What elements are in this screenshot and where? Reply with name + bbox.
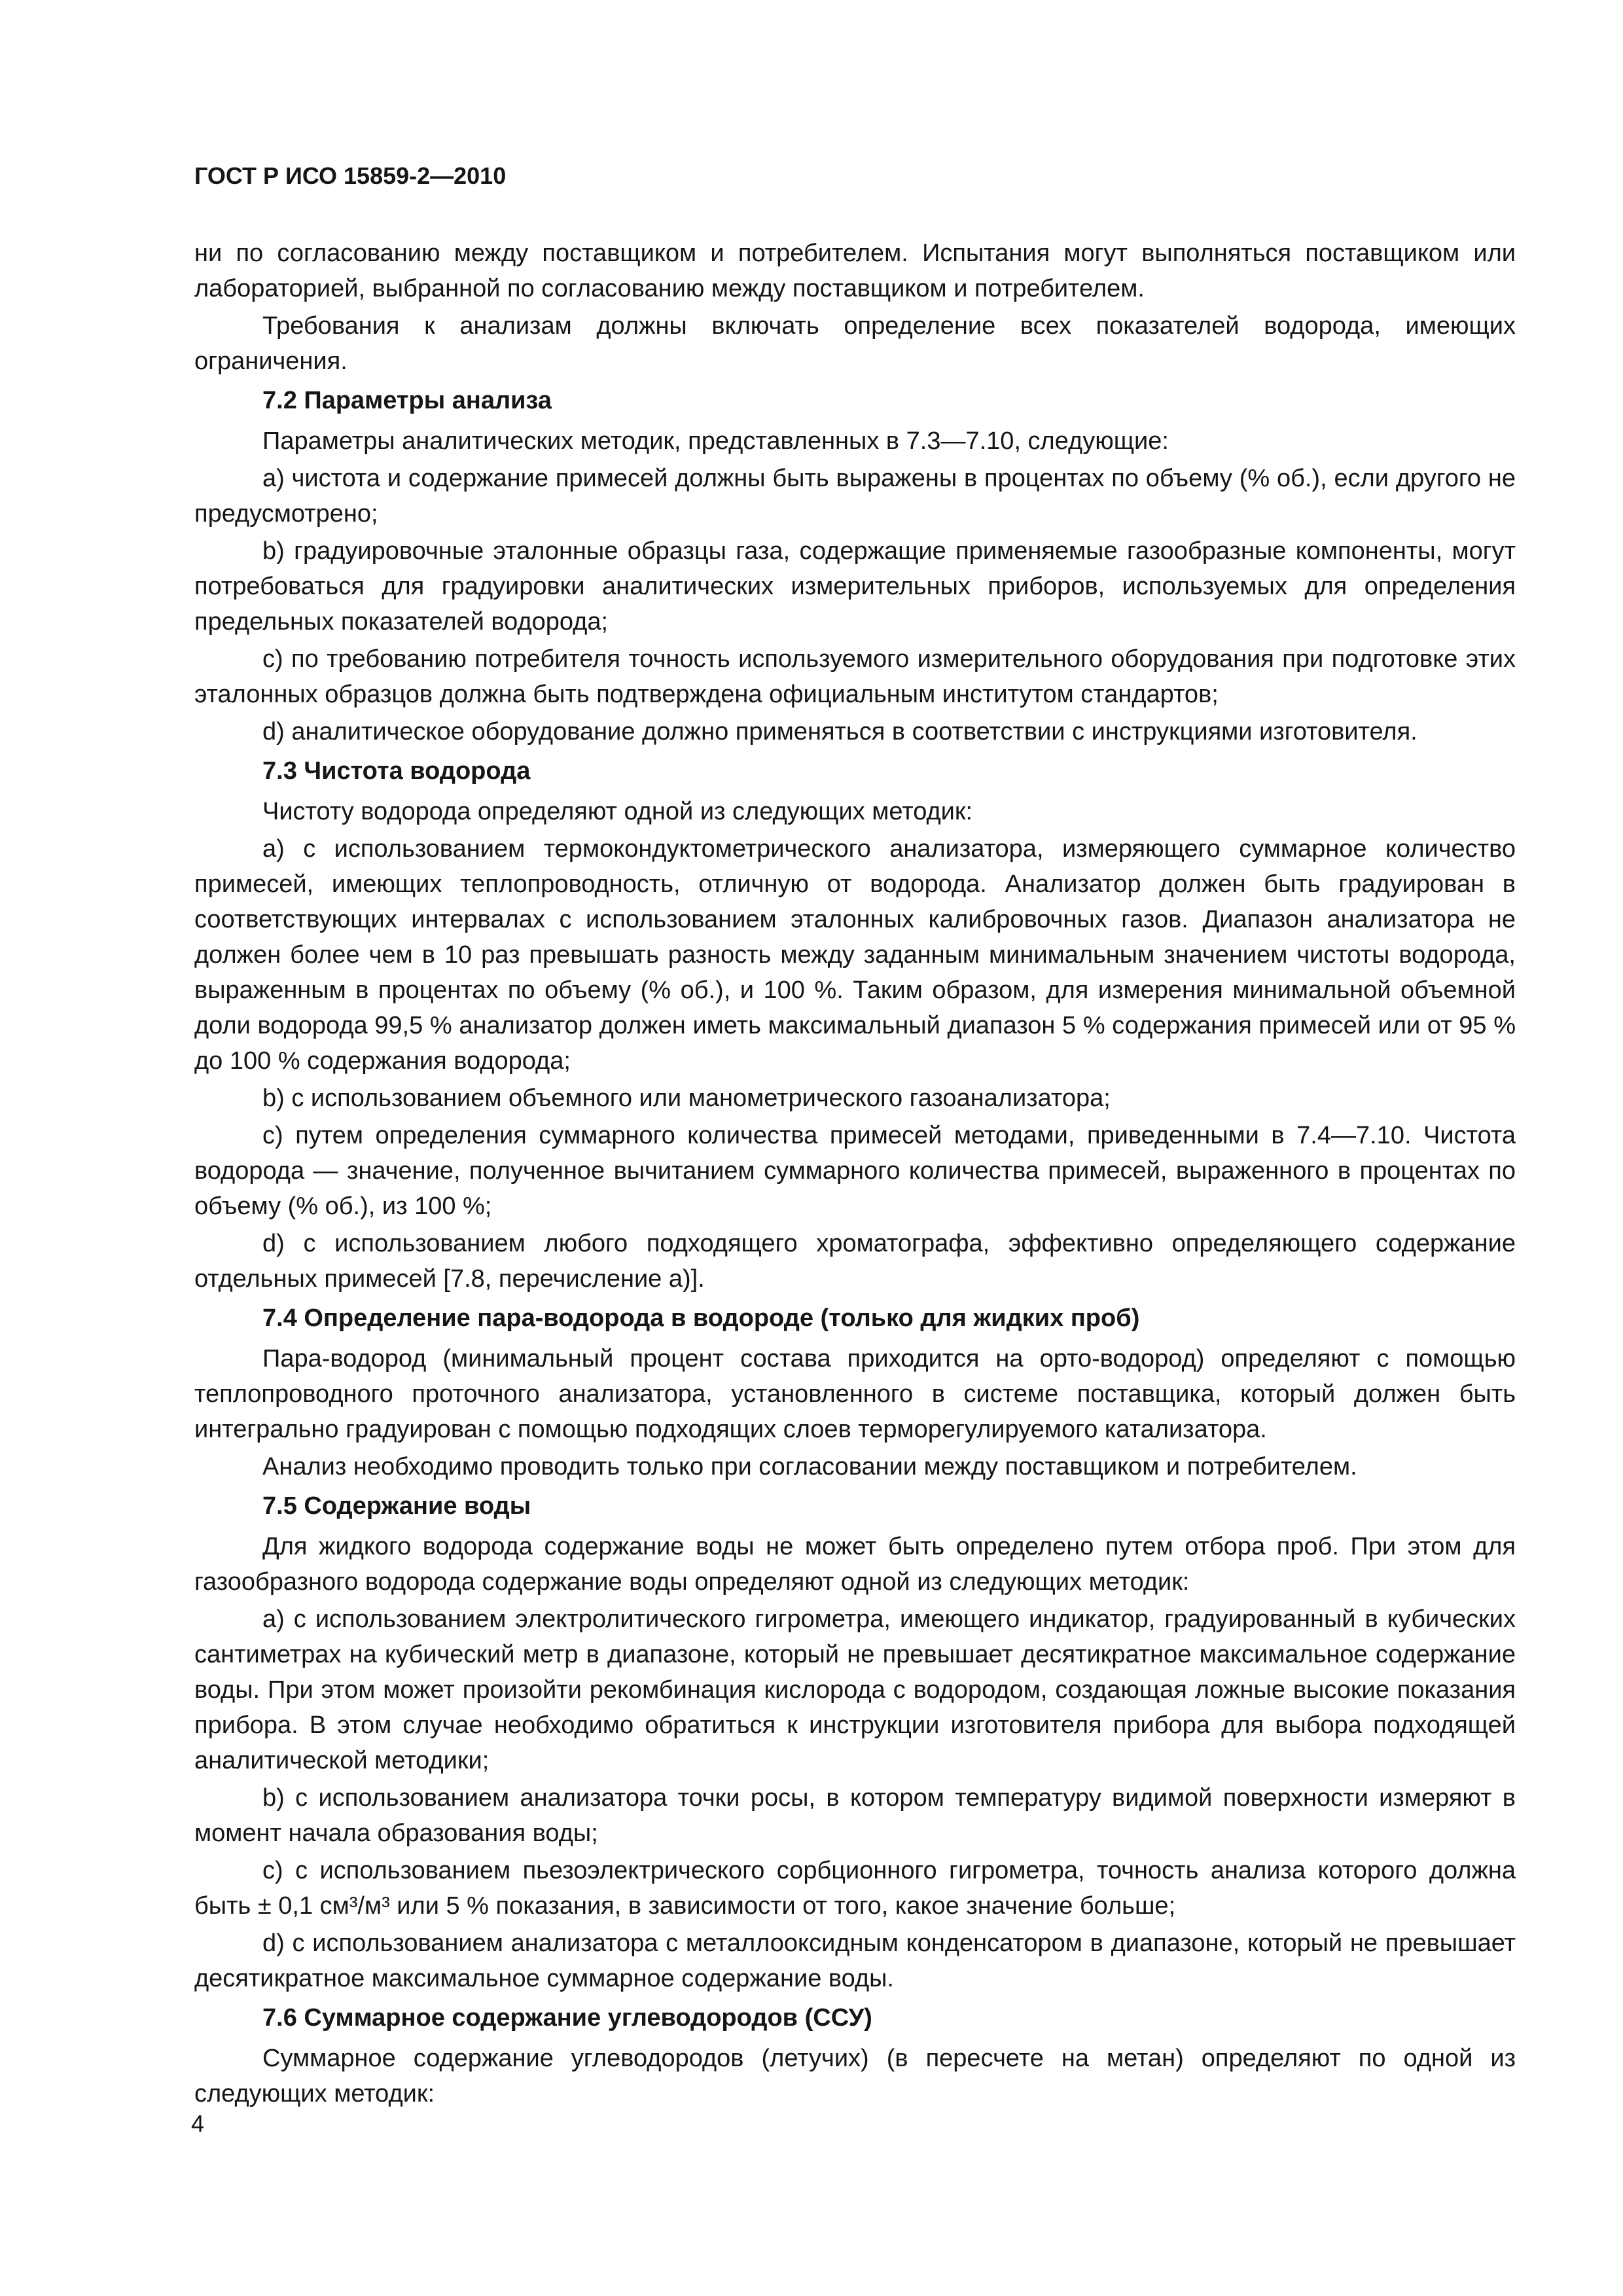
list-item: c) с использованием пьезоэлектрического сорбционного гигрометра, точность анализа которого должна быть ± 0,1 см³/м³ или 5 % показания, в зависимости от того, какое значение больше; bbox=[194, 1857, 1516, 1920]
document-body bbox=[194, 236, 1516, 2113]
list-item: d) аналитическое оборудование должно применяться в соответствии с инструкциями изготовителя. bbox=[262, 718, 1418, 745]
list-item: b) градуировочные эталонные образцы газа, содержащие применяемые газообразные компоненты, могут потребоваться для градуировки аналитических измерительных приборов, используемых для определения предельных показателей водорода; bbox=[194, 537, 1516, 636]
section-heading: 7.4 Определение пара-водорода в водороде (только для жидких проб) bbox=[262, 1304, 1140, 1332]
paragraph: ни по согласованию между поставщиком и потребителем. Испытания могут выполняться поставщиком или лабораторией, выбранной по согласованию между поставщиком и потребителем. bbox=[194, 240, 1516, 302]
paragraph: Чистоту водорода определяют одной из следующих методик: bbox=[262, 798, 973, 825]
paragraph: Требования к анализам должны включать определение всех показателей водорода, имеющих ограничения. bbox=[194, 312, 1516, 375]
list-item: c) по требованию потребителя точность используемого измерительного оборудования при подготовке этих эталонных образцов должна быть подтверждена официальным институтом стандартов; bbox=[194, 645, 1516, 708]
page-number: 4 bbox=[191, 2110, 205, 2137]
list-item: a) чистота и содержание примесей должны быть выражены в процентах по объему (% об.), если другого не предусмотрено; bbox=[194, 465, 1516, 528]
list-item: a) с использованием термокондуктометрического анализатора, измеряющего суммарное количество примесей, имеющих теплопроводность, отличную от водорода. Анализатор должен быть градуирован в соответствующих интервалах с использованием эталонных калибровочных газов. Диапазон анализатора не должен более чем в 10 раз превышать разность между заданным минимальным значением чистоты водорода, выраженным в процентах по объему (% об.), и 100 %. Таким образом, для измерения минимальной объемной доли водорода 99,5 % анализатор должен иметь максимальный диапазон 5 % содержания примесей или от 95 % до 100 % содержания водорода; bbox=[194, 835, 1516, 1075]
list-item: d) с использованием любого подходящего хроматографа, эффективно определяющего содержание отдельных примесей [7.8, перечисление а)]. bbox=[194, 1230, 1516, 1293]
list-item: d) с использованием анализатора с металлооксидным конденсатором в диапазоне, который не превышает десятикратное максимальное суммарное содержание воды. bbox=[194, 1929, 1516, 1992]
list-item: b) с использованием объемного или манометрического газоанализатора; bbox=[262, 1085, 1111, 1112]
section-heading: 7.5 Содержание воды bbox=[262, 1492, 531, 1520]
paragraph: Для жидкого водорода содержание воды не может быть определено путем отбора проб. При этом для газообразного водорода содержание воды определяют одной из следующих методик: bbox=[194, 1533, 1516, 1596]
list-item: c) путем определения суммарного количества примесей методами, приведенными в 7.4—7.10. Чистота водорода — значение, полученное вычитанием суммарного количества примесей, выраженного в процентах по объему (% об.), из 100 %; bbox=[194, 1122, 1516, 1220]
section-heading: 7.6 Суммарное содержание углеводородов (ССУ) bbox=[262, 2004, 872, 2032]
section-heading: 7.3 Чистота водорода bbox=[262, 757, 531, 785]
paragraph: Пара-водород (минимальный процент состава приходится на орто-водород) определяют с помощью теплопроводного проточного анализатора, установленного в системе поставщика, который должен быть интегрально градуирован с помощью подходящих слоев терморегулируемого катализатора. bbox=[194, 1345, 1516, 1443]
list-item: a) с использованием электролитического гигрометра, имеющего индикатор, градуированный в кубических сантиметрах на кубический метр в диапазоне, который не превышает десятикратное максимальное содержание воды. При этом может произойти рекомбинация кислорода с водородом, создающая ложные высокие показания прибора. В этом случае необходимо обратиться к инструкции изготовителя прибора для выбора подходящей аналитической методики; bbox=[194, 1605, 1516, 1774]
paragraph: Параметры аналитических методик, представленных в 7.3—7.10, следующие: bbox=[262, 427, 1169, 455]
paragraph: Суммарное содержание углеводородов (летучих) (в пересчете на метан) определяют по одной из следующих методик: bbox=[194, 2045, 1516, 2108]
paragraph: Анализ необходимо проводить только при согласовании между поставщиком и потребителем. bbox=[262, 1453, 1357, 1480]
list-item: b) с использованием анализатора точки росы, в котором температуру видимой поверхности измеряют в момент начала образования воды; bbox=[194, 1784, 1516, 1847]
section-heading: 7.2 Параметры анализа bbox=[262, 387, 552, 414]
document-header: ГОСТ Р ИСО 15859-2—2010 bbox=[194, 162, 507, 189]
